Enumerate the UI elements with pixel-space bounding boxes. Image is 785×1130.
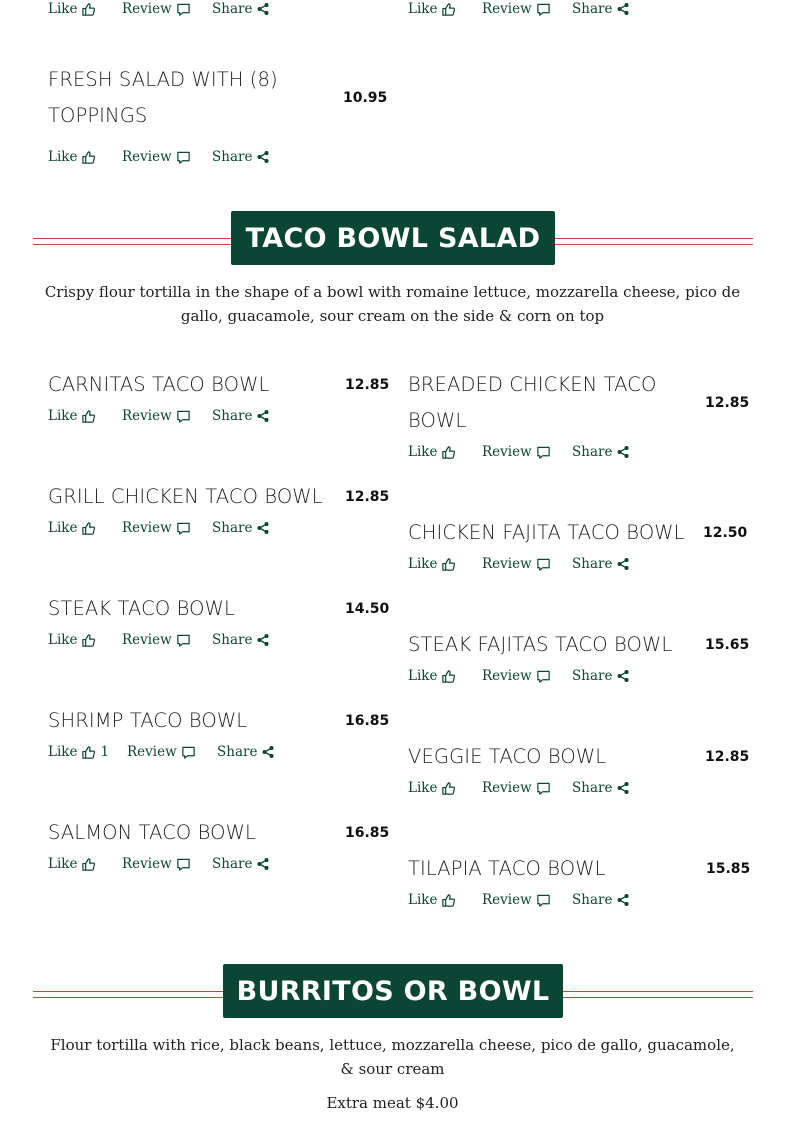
- review-button[interactable]: [122, 856, 212, 872]
- menu-item-actions: [408, 892, 630, 908]
- share-icon: [256, 409, 270, 423]
- menu-item-name: [48, 62, 338, 134]
- menu-item-price: 15.85: [706, 861, 751, 877]
- like-button[interactable]: Like 1: [48, 744, 110, 760]
- review-label: Review: [122, 856, 172, 872]
- menu-item-name-line: BREADED CHICKEN TACO: [408, 373, 657, 396]
- share-button[interactable]: [217, 744, 275, 760]
- share-button[interactable]: [212, 856, 270, 872]
- review-label: Review: [482, 892, 532, 908]
- thumbs-up-icon: [81, 745, 96, 760]
- review-label: Review: [122, 149, 172, 165]
- menu-item-actions: [48, 520, 270, 536]
- top-right-actions: [408, 1, 630, 17]
- share-icon: [256, 150, 270, 164]
- like-label: Like: [408, 444, 438, 460]
- comment-icon: [536, 445, 551, 460]
- review-button[interactable]: [122, 632, 212, 648]
- review-button[interactable]: [482, 1, 572, 17]
- review-button[interactable]: [482, 780, 572, 796]
- comment-icon: [536, 893, 551, 908]
- review-label: Review: [482, 668, 532, 684]
- menu-item-price: 15.65: [705, 637, 750, 653]
- share-icon: [256, 857, 270, 871]
- review-button[interactable]: [122, 149, 212, 165]
- share-button[interactable]: [572, 1, 630, 17]
- share-icon: [616, 669, 630, 683]
- comment-icon: [176, 857, 191, 872]
- like-button[interactable]: [48, 408, 122, 424]
- share-icon: [256, 521, 270, 535]
- share-button[interactable]: [572, 780, 630, 796]
- review-label: Review: [122, 632, 172, 648]
- share-label: Share: [212, 408, 253, 424]
- like-label: Like: [408, 780, 438, 796]
- share-button[interactable]: [572, 444, 630, 460]
- review-label: Review: [127, 744, 177, 760]
- share-label: Share: [212, 632, 253, 648]
- comment-icon: [536, 669, 551, 684]
- like-label: Like: [408, 892, 438, 908]
- thumbs-up-icon: [81, 2, 96, 17]
- menu-item-name: STEAK FAJITAS TACO BOWL: [408, 633, 673, 656]
- review-label: Review: [122, 520, 172, 536]
- comment-icon: [536, 781, 551, 796]
- review-button[interactable]: [122, 1, 212, 17]
- menu-item-price: 12.85: [345, 377, 390, 393]
- review-label: Review: [122, 408, 172, 424]
- review-button[interactable]: [482, 892, 572, 908]
- comment-icon: [536, 2, 551, 17]
- like-label: Like: [48, 520, 78, 536]
- menu-item-price: 12.85: [705, 749, 750, 765]
- comment-icon: [536, 557, 551, 572]
- menu-item-price: 12.50: [703, 525, 748, 541]
- menu-item-actions: [408, 556, 630, 572]
- share-button[interactable]: [212, 149, 270, 165]
- review-label: Review: [122, 1, 172, 17]
- menu-item-name: CARNITAS TACO BOWL: [48, 373, 270, 396]
- menu-item-actions: [48, 744, 275, 760]
- like-label: Like: [408, 556, 438, 572]
- comment-icon: [176, 2, 191, 17]
- share-label: Share: [572, 444, 613, 460]
- share-button[interactable]: [212, 408, 270, 424]
- share-label: Share: [572, 556, 613, 572]
- menu-item-name-line: BOWL: [408, 409, 467, 432]
- review-button[interactable]: [127, 744, 217, 760]
- menu-item-actions: [48, 856, 270, 872]
- thumbs-up-icon: [441, 669, 456, 684]
- share-icon: [616, 445, 630, 459]
- share-icon: [256, 633, 270, 647]
- section-description: Crispy flour tortilla in the shape of a bowl with romaine lettuce, mozzarella cheese, pico de gallo, guacamole, sour cream on the side & corn on top: [44, 283, 741, 325]
- section-description: Flour tortilla with rice, black beans, lettuce, mozzarella cheese, pico de gallo, guacamole, & sour cream: [50, 1036, 735, 1078]
- like-label: Like: [48, 744, 78, 760]
- menu-item-name-line: FRESH SALAD WITH (8): [48, 68, 278, 91]
- menu-item-price: 12.85: [345, 489, 390, 505]
- review-label: Review: [482, 1, 532, 17]
- like-label: Like: [408, 668, 438, 684]
- like-button[interactable]: [48, 632, 122, 648]
- thumbs-up-icon: [441, 557, 456, 572]
- review-button[interactable]: [482, 556, 572, 572]
- menu-item-actions: [48, 408, 270, 424]
- menu-item-name: VEGGIE TACO BOWL: [408, 745, 607, 768]
- share-button[interactable]: [572, 668, 630, 684]
- share-button[interactable]: [572, 892, 630, 908]
- thumbs-up-icon: [81, 521, 96, 536]
- share-button[interactable]: [212, 632, 270, 648]
- share-label: Share: [212, 149, 253, 165]
- like-button[interactable]: [408, 892, 482, 908]
- share-button[interactable]: [212, 520, 270, 536]
- menu-item-name: [408, 367, 698, 439]
- share-icon: [616, 2, 630, 16]
- comment-icon: [176, 521, 191, 536]
- thumbs-up-icon: [81, 150, 96, 165]
- menu-item-price: 16.85: [345, 713, 390, 729]
- thumbs-up-icon: [81, 409, 96, 424]
- comment-icon: [176, 150, 191, 165]
- menu-item-price: 16.85: [345, 825, 390, 841]
- menu-item-name: GRILL CHICKEN TACO BOWL: [48, 485, 323, 508]
- menu-item-price: 14.50: [345, 601, 390, 617]
- extra-meat-note: Extra meat $4.00: [326, 1094, 459, 1112]
- share-icon: [256, 2, 270, 16]
- like-button[interactable]: [48, 856, 122, 872]
- top-left-actions: [48, 1, 270, 17]
- like-label: Like: [48, 149, 78, 165]
- thumbs-up-icon: [81, 857, 96, 872]
- like-button[interactable]: [408, 668, 482, 684]
- menu-item-price: 10.95: [343, 90, 388, 106]
- share-icon: [616, 893, 630, 907]
- share-button[interactable]: [212, 1, 270, 17]
- comment-icon: [181, 745, 196, 760]
- comment-icon: [176, 633, 191, 648]
- like-label: Like: [48, 856, 78, 872]
- menu-item-actions: [408, 668, 630, 684]
- review-label: Review: [482, 556, 532, 572]
- menu-item-actions: [48, 632, 270, 648]
- like-button[interactable]: [48, 1, 122, 17]
- thumbs-up-icon: [441, 781, 456, 796]
- menu-item-actions: [48, 149, 270, 165]
- share-label: Share: [572, 1, 613, 17]
- review-button[interactable]: [482, 444, 572, 460]
- like-button[interactable]: [408, 780, 482, 796]
- thumbs-up-icon: [441, 893, 456, 908]
- share-label: Share: [212, 856, 253, 872]
- menu-item-name: STEAK TACO BOWL: [48, 597, 235, 620]
- menu-item-actions: [408, 780, 630, 796]
- menu-item-actions: [408, 444, 630, 460]
- share-label: Share: [572, 668, 613, 684]
- like-button[interactable]: [408, 1, 482, 17]
- review-button[interactable]: [482, 668, 572, 684]
- menu-item-name: SHRIMP TACO BOWL: [48, 709, 248, 732]
- like-button[interactable]: [48, 520, 122, 536]
- like-label: Like: [48, 1, 78, 17]
- share-label: Share: [572, 780, 613, 796]
- like-label: Like: [48, 632, 78, 648]
- menu-item-name: SALMON TACO BOWL: [48, 821, 256, 844]
- thumbs-up-icon: [441, 445, 456, 460]
- share-label: Share: [572, 892, 613, 908]
- share-label: Share: [217, 744, 258, 760]
- review-button[interactable]: [122, 408, 212, 424]
- share-icon: [616, 781, 630, 795]
- share-label: Share: [212, 1, 253, 17]
- share-icon: [261, 745, 275, 759]
- menu-item-name: CHICKEN FAJITA TACO BOWL: [408, 521, 685, 544]
- section-title: BURRITOS OR BOWL: [223, 964, 563, 1018]
- review-button[interactable]: [122, 520, 212, 536]
- menu-item-name-line: TOPPINGS: [48, 104, 148, 127]
- thumbs-up-icon: [441, 2, 456, 17]
- like-label: Like: [408, 1, 438, 17]
- menu-item-price: 12.85: [705, 395, 750, 411]
- like-button[interactable]: [408, 444, 482, 460]
- share-label: Share: [212, 520, 253, 536]
- like-button[interactable]: [408, 556, 482, 572]
- like-button[interactable]: [48, 149, 122, 165]
- menu-item-name: TILAPIA TACO BOWL: [408, 857, 606, 880]
- share-button[interactable]: [572, 556, 630, 572]
- section-title: TACO BOWL SALAD: [231, 211, 555, 265]
- comment-icon: [176, 409, 191, 424]
- review-label: Review: [482, 444, 532, 460]
- like-label: Like: [48, 408, 78, 424]
- share-icon: [616, 557, 630, 571]
- thumbs-up-icon: [81, 633, 96, 648]
- review-label: Review: [482, 780, 532, 796]
